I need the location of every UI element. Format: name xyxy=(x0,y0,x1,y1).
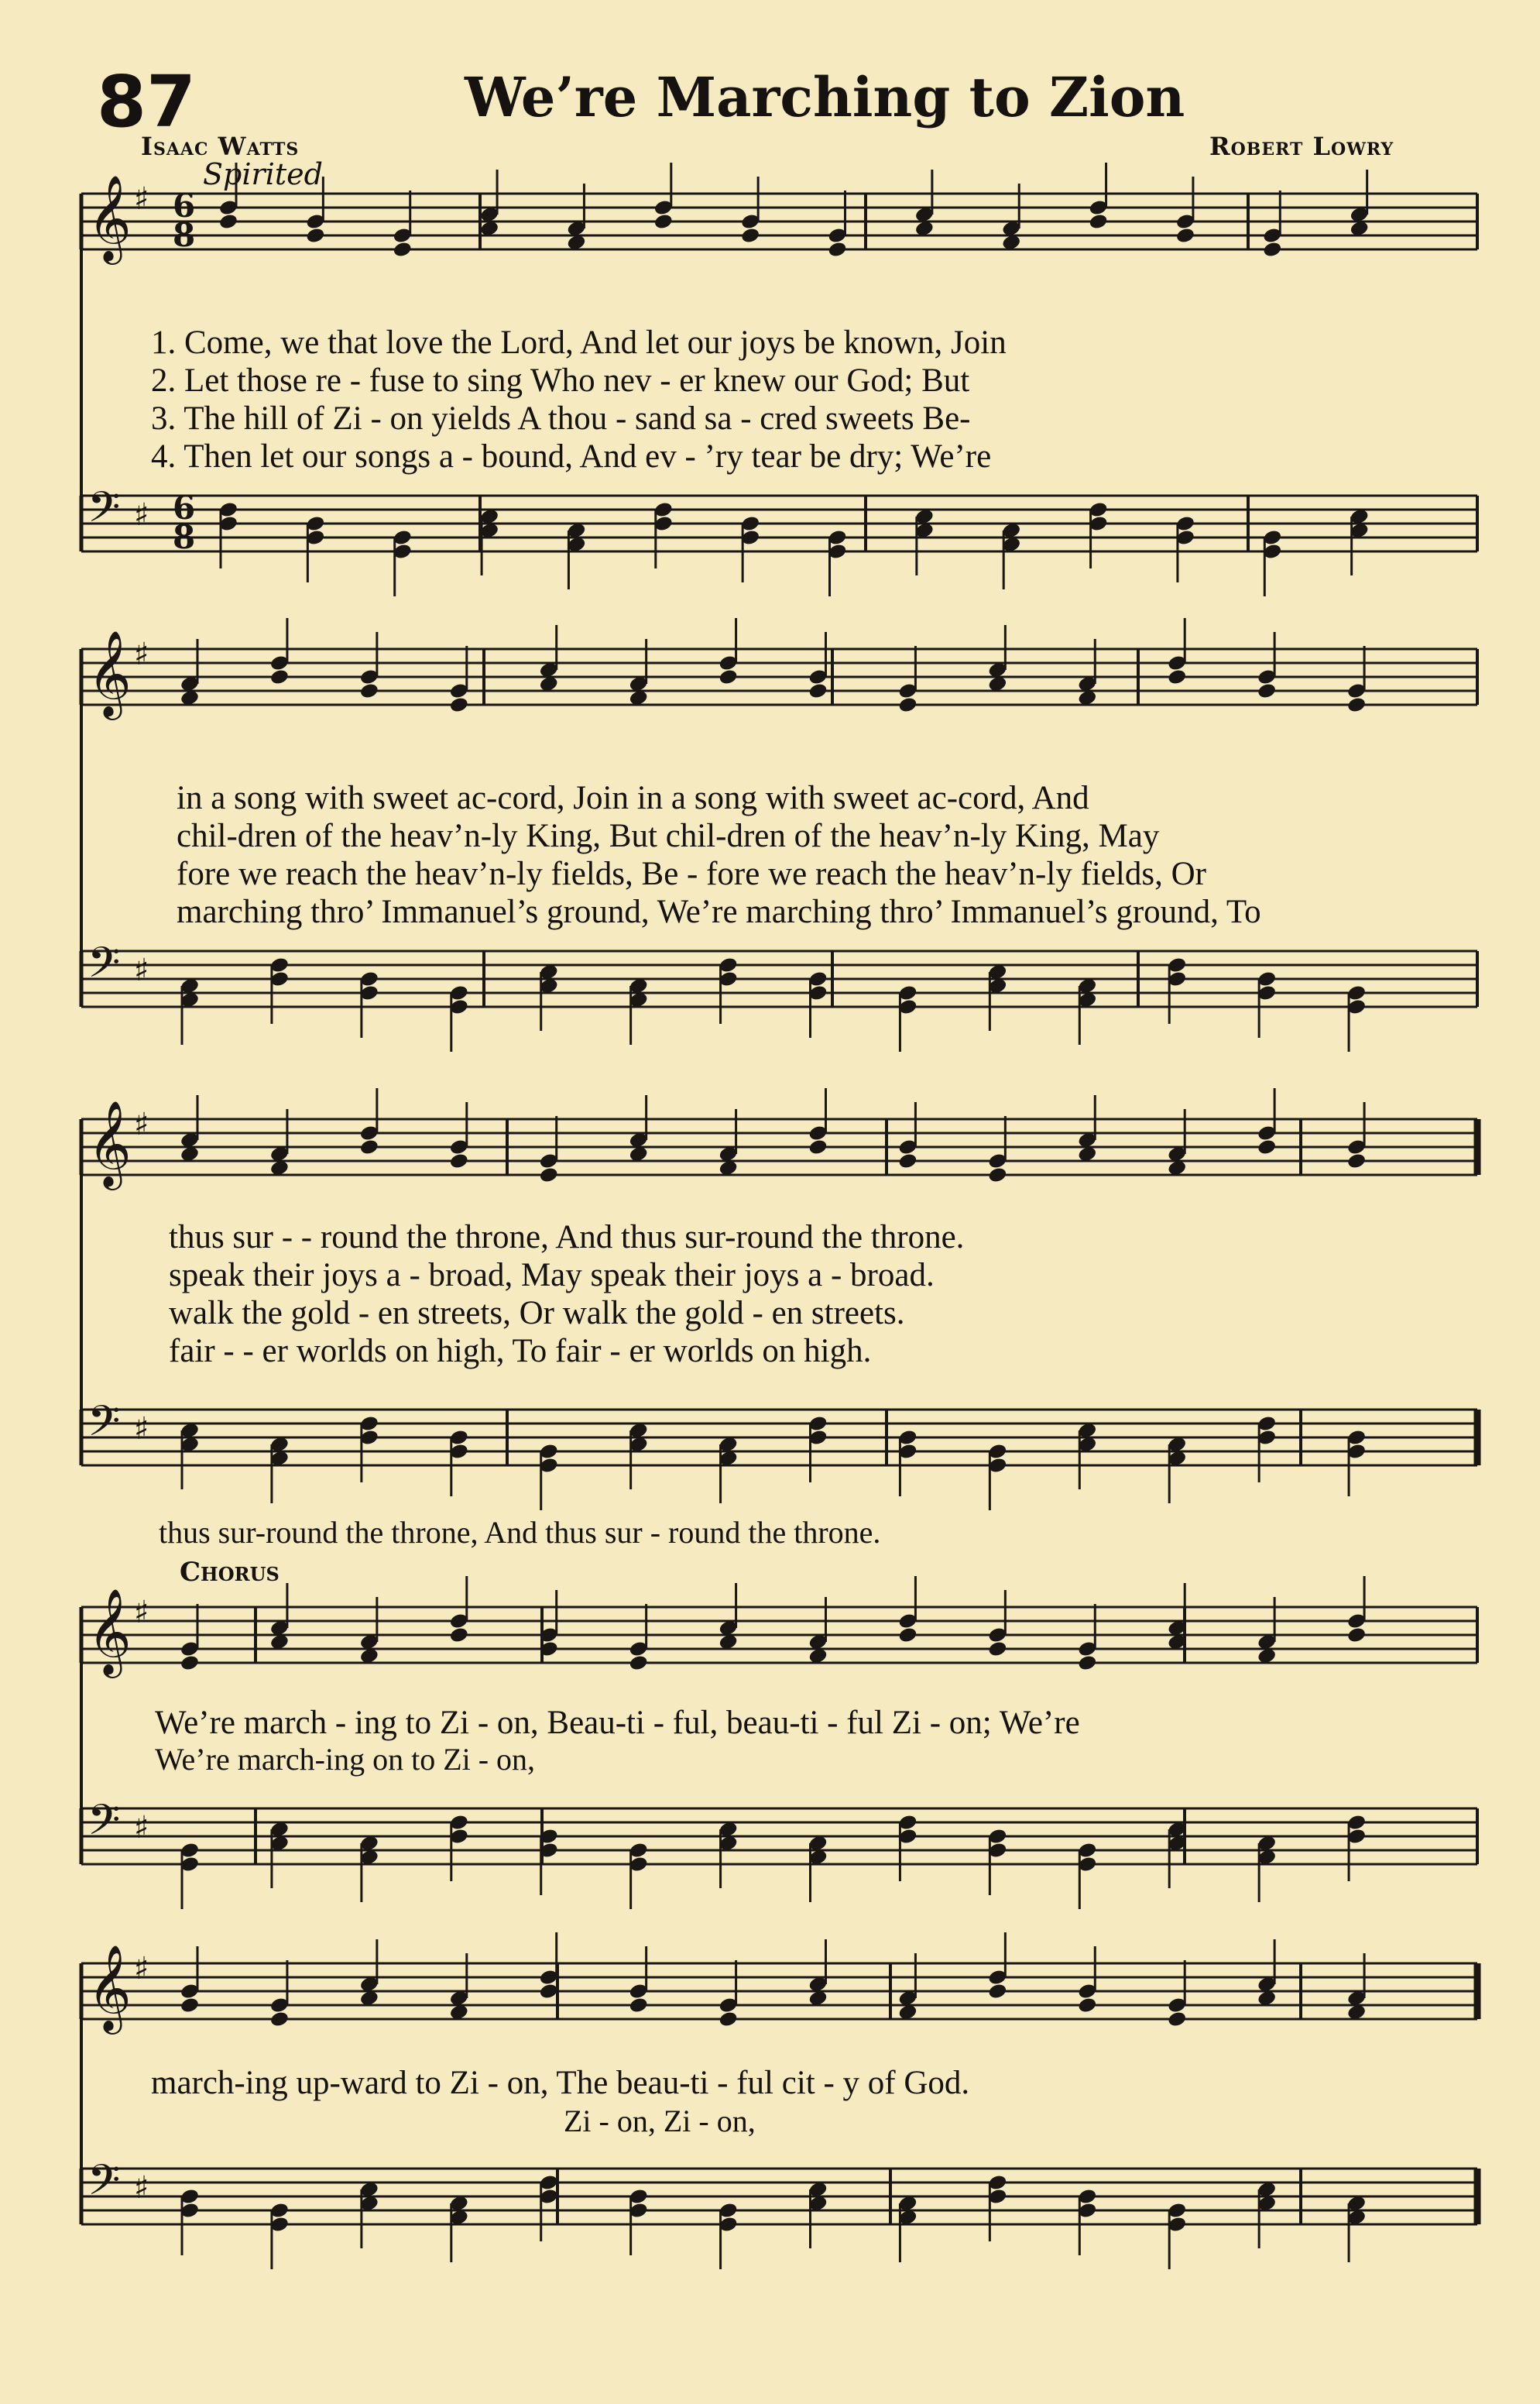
key-signature-sharp: ♯ xyxy=(134,637,149,672)
note-head xyxy=(180,1654,200,1672)
note-head xyxy=(539,1166,559,1184)
verse-4-line-2: marching thro’ Immanuel’s ground, We’re marching thro’ Immanuel’s ground, To xyxy=(177,894,1261,930)
chorus-line-1: We’re march - ing to Zi - on, Beau-ti - ful, beau-ti - ful Zi - on; We’re xyxy=(155,1705,1080,1741)
note-head xyxy=(1346,1626,1367,1644)
verse-2-line-2: chil-dren of the heav’n-ly King, But chil-dren of the heav’n-ly King, May xyxy=(177,818,1160,854)
verse-4-line-3: fair - - er worlds on high, To fair - er worlds on high. xyxy=(169,1333,872,1369)
lyricist-credit: Isaac Watts xyxy=(141,132,300,161)
note-head xyxy=(449,696,469,714)
note-head xyxy=(897,696,917,714)
chorus-label: Chorus xyxy=(180,1557,280,1588)
verse-3-line-1: 3. The hill of Zi - on yields A thou - sand sa - cred sweets Be- xyxy=(151,400,971,437)
treble-clef: 𝄞 xyxy=(87,174,132,261)
hymn-title: We’re Marching to Zion xyxy=(465,65,1185,129)
note-head xyxy=(897,1152,917,1170)
key-signature-sharp: ♯ xyxy=(134,497,149,533)
note-head xyxy=(1167,2011,1187,2028)
note-head xyxy=(1257,1138,1277,1156)
tempo-marking: Spirited xyxy=(203,157,323,191)
verse-1-line-2: in a song with sweet ac-cord, Join in a song with sweet ac-cord, And xyxy=(177,780,1089,816)
key-signature-sharp: ♯ xyxy=(134,2170,149,2206)
verse-2-line-3: speak their joys a - broad, May speak their joys a - broad. xyxy=(169,1257,935,1293)
note-head xyxy=(1346,696,1367,714)
note-head xyxy=(269,2011,290,2028)
key-signature-sharp: ♯ xyxy=(134,1107,149,1142)
note-head xyxy=(359,682,379,700)
note-head xyxy=(218,213,238,231)
note-head xyxy=(1077,1654,1097,1672)
composer-credit: Robert Lowry xyxy=(1209,132,1394,161)
note-head xyxy=(449,1152,469,1170)
bass-clef: 𝄢 xyxy=(87,2155,121,2215)
time-signature-bottom: 8 xyxy=(173,518,196,556)
bass-clef: 𝄢 xyxy=(87,1795,121,1855)
treble-clef: 𝄞 xyxy=(87,630,132,716)
note-head xyxy=(1262,241,1282,259)
chorus-line-2: march-ing up-ward to Zi - on, The beau-ti - ful cit - y of God. xyxy=(151,2065,970,2101)
bass-clef: 𝄢 xyxy=(87,938,121,998)
note-head xyxy=(1257,682,1277,700)
time-signature-top: 6 xyxy=(173,187,196,225)
key-signature-sharp: ♯ xyxy=(134,953,149,988)
note-head xyxy=(1077,1997,1097,2014)
note-head xyxy=(269,668,290,686)
note-head xyxy=(393,241,413,259)
key-signature-sharp: ♯ xyxy=(134,1810,149,1846)
note-head xyxy=(987,1166,1007,1184)
note-head xyxy=(539,1983,559,2000)
bass-clef: 𝄢 xyxy=(87,483,121,542)
note-head xyxy=(629,1997,649,2014)
note-head xyxy=(1175,227,1195,245)
verse-1-line-3: thus sur - - round the throne, And thus sur-round the throne. xyxy=(169,1219,965,1255)
verse-4-line-1: 4. Then let our songs a - bound, And ev - ’ry tear be dry; We’re xyxy=(151,438,992,475)
note-head xyxy=(1346,1152,1367,1170)
bass-clef: 𝄢 xyxy=(87,1396,121,1456)
note-head xyxy=(1088,213,1108,231)
chorus-line-2-alt: Zi - on, Zi - on, xyxy=(564,2104,756,2138)
bass-echo-lyric: thus sur-round the throne, And thus sur - round the throne. xyxy=(159,1515,881,1550)
note-head xyxy=(1167,668,1187,686)
treble-clef: 𝄞 xyxy=(87,1100,132,1187)
treble-clef: 𝄞 xyxy=(87,1588,132,1674)
key-signature-sharp: ♯ xyxy=(134,1411,149,1447)
note-head xyxy=(449,1626,469,1644)
note-head xyxy=(987,1983,1007,2000)
note-head xyxy=(808,1138,828,1156)
note-head xyxy=(305,227,325,245)
treble-clef: 𝄞 xyxy=(87,1944,132,2031)
verse-2-line-1: 2. Let those re - fuse to sing Who nev - er knew our God; But xyxy=(151,362,970,399)
note-head xyxy=(718,668,738,686)
note-head xyxy=(740,227,760,245)
note-head xyxy=(653,213,674,231)
hymn-number: 87 xyxy=(97,60,197,143)
note-head xyxy=(827,241,847,259)
note-head xyxy=(718,2011,738,2028)
note-head xyxy=(180,1997,200,2014)
time-signature-bottom: 8 xyxy=(173,216,196,254)
note-head xyxy=(987,1640,1007,1658)
time-signature-top: 6 xyxy=(173,489,196,527)
key-signature-sharp: ♯ xyxy=(134,1595,149,1630)
note-head xyxy=(808,682,828,700)
note-head xyxy=(359,1138,379,1156)
chorus-line-1-alt: We’re march-ing on to Zi - on, xyxy=(155,1742,536,1777)
key-signature-sharp: ♯ xyxy=(134,181,149,217)
key-signature-sharp: ♯ xyxy=(134,1951,149,1987)
note-head xyxy=(629,1654,649,1672)
note-head xyxy=(897,1626,917,1644)
verse-1-line-1: 1. Come, we that love the Lord, And let our joys be known, Join xyxy=(151,325,1007,361)
verse-3-line-2: fore we reach the heav’n-ly fields, Be - fore we reach the heav’n-ly fields, Or xyxy=(177,856,1206,892)
verse-3-line-3: walk the gold - en streets, Or walk the gold - en streets. xyxy=(169,1295,905,1331)
